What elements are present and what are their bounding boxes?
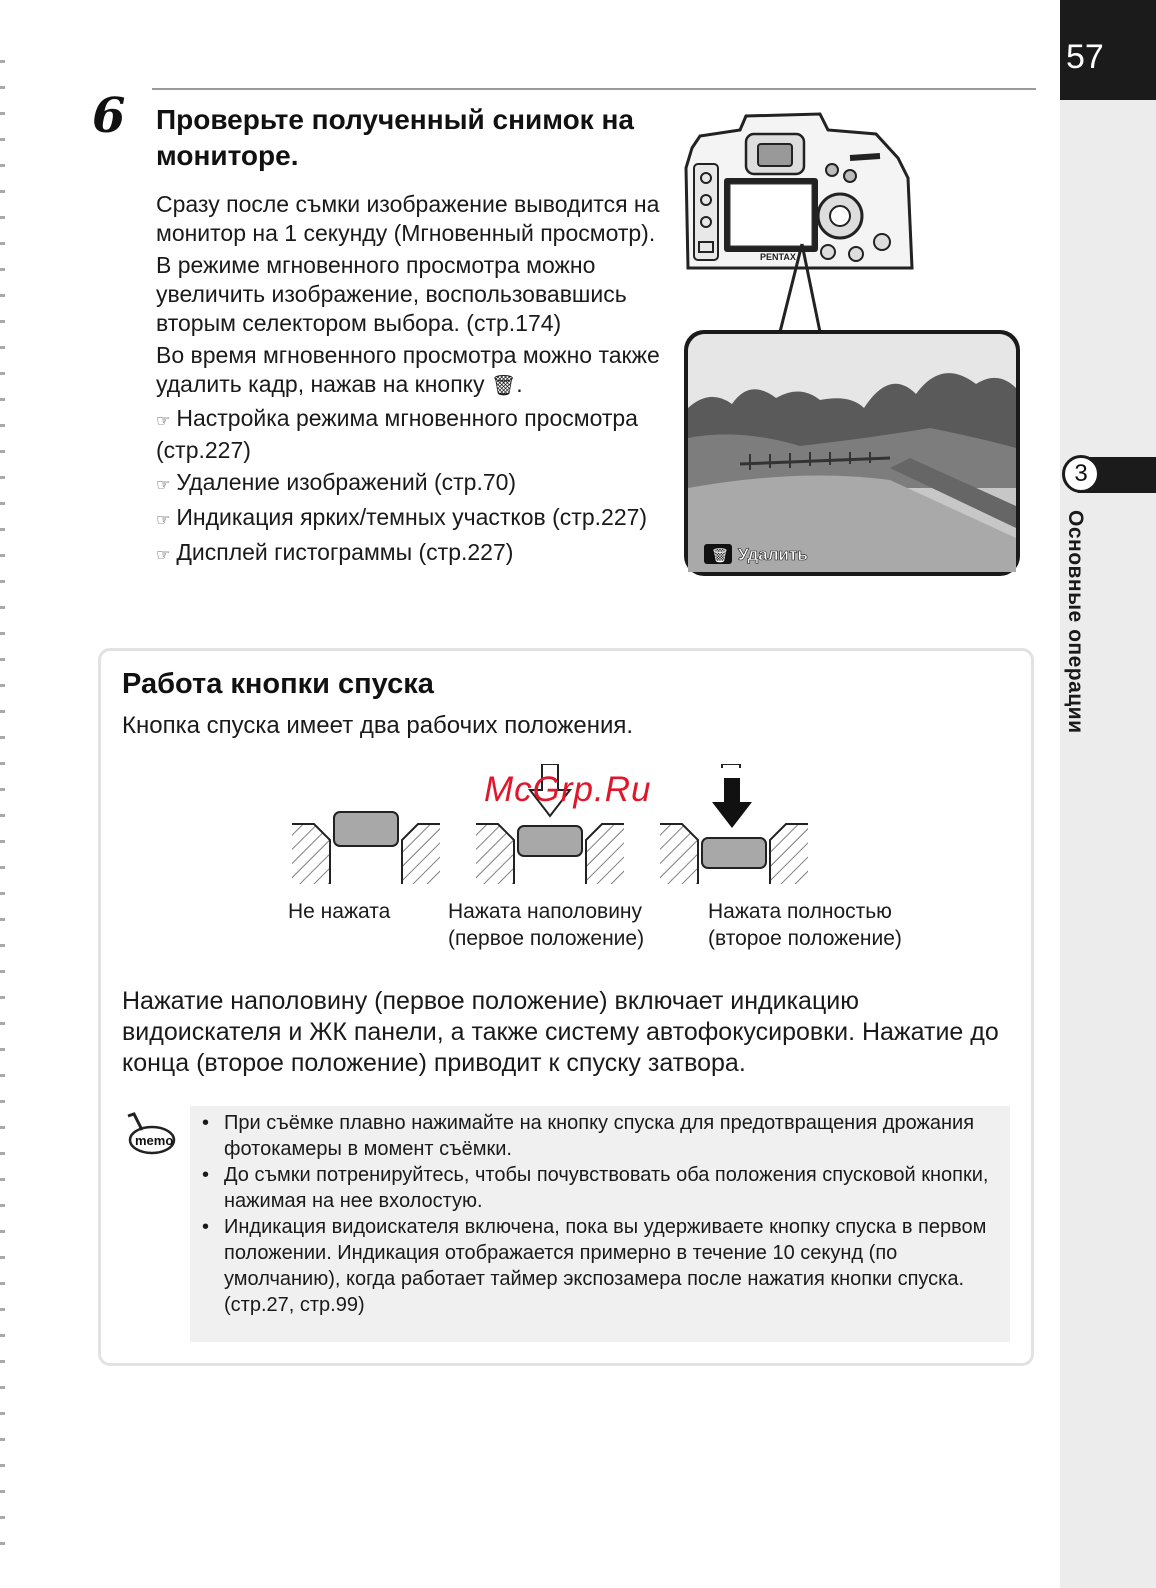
memo-label: memo [135,1133,174,1148]
reference-item [156,503,676,535]
box-paragraph: Нажатие наполовину (первое положение) включает индикацию видоискателя и ЖК панели, а также систему автофокусировки. Нажатие до конца (второе положение) приводит к спуску затвора. [122,987,999,1077]
trash-icon: 🗑 [490,375,517,397]
position-label-line: (первое положение) [448,927,645,950]
reference-item [156,404,676,465]
pointing-hand-icon: ☞ [156,477,171,494]
memo-item: • До съмки потренируйтесь, чтобы почувствовать оба положения спусковой кнопки, нажимая на нее вхолостую. [202,1162,1002,1214]
shutter-not-pressed [292,812,440,884]
pointing-hand-icon: ☞ [156,413,171,430]
step-number: 6 [92,88,126,144]
camera-brand: PENTAX [760,252,796,262]
position-label-line: Нажата полностью [708,900,892,923]
reference-text: Индикация ярких/темных участков (стр.227) [176,504,648,530]
position-label-line: Не нажата [288,900,391,923]
position-label-line: Нажата наполовину [448,900,643,923]
memo-item: • При съёмке плавно нажимайте на кнопку спуска для предотвращения дрожания фотокамеры в момент съёмки. [202,1110,1002,1162]
chapter-number: 3 [1062,455,1100,493]
pointing-hand-icon: ☞ [156,512,171,529]
position-label-full [708,898,902,952]
step-body [156,190,676,573]
shutter-fully-pressed [660,764,808,884]
reference-text: Настройка режима мгновенного просмотра (стр.227) [156,405,638,463]
reference-text: Удаление изображений (стр.70) [176,469,517,495]
step-paragraph: В режиме мгновенного просмотра можно увеличить изображение, воспользовавшись вторым селектором выбора. (стр.174) [156,252,627,336]
chapter-title: Основные операции [1064,510,1087,734]
camera-illustration [680,108,1036,588]
box-title: Работа кнопки спуска [122,668,434,700]
step-paragraph: Сразу после съмки изображение выводится на монитор на 1 секунду (Мгновенный просмотр). [156,191,660,246]
screen-delete-label: Удалить [738,545,808,564]
full-press-arrow-icon [712,778,752,828]
memo-item: • Индикация видоискателя включена, пока вы удерживаете кнопку спуска в первом положении. Индикация отображается примерно в течение 10 секунд (по умолчанию), когда работает таймер экспозамера после нажатия кнопки спуска. (стр.27, стр.99) [202,1214,1002,1318]
memo-icon [122,1110,178,1158]
header-rule [152,88,1036,90]
step-paragraph-text: Во время мгновенного просмотра можно также удалить кадр, нажав на кнопку [156,342,660,397]
position-label-not-pressed [288,898,390,925]
reference-text: Дисплей гистограммы (стр.227) [176,539,514,565]
reference-item [156,468,676,500]
position-label-half [448,898,644,952]
position-label-line: (второе положение) [708,927,902,950]
reference-item [156,538,676,570]
page-number: 57 [1066,38,1104,76]
memo-list [202,1110,1002,1318]
step-title: Проверьте полученный снимок на мониторе. [156,104,634,171]
watermark: McGrp.Ru [484,770,652,809]
trash-icon: 🗑 [711,547,729,563]
step-paragraph: Во время мгновенного просмотра можно также удалить кадр, нажав на кнопку 🗑. [156,342,660,397]
camera-drawing [680,108,1036,588]
chapter-sidebar [1060,0,1156,1588]
pointing-hand-icon: ☞ [156,547,171,564]
box-intro: Кнопка спуска имеет два рабочих положения. [122,712,634,739]
scan-edge [0,60,5,1560]
